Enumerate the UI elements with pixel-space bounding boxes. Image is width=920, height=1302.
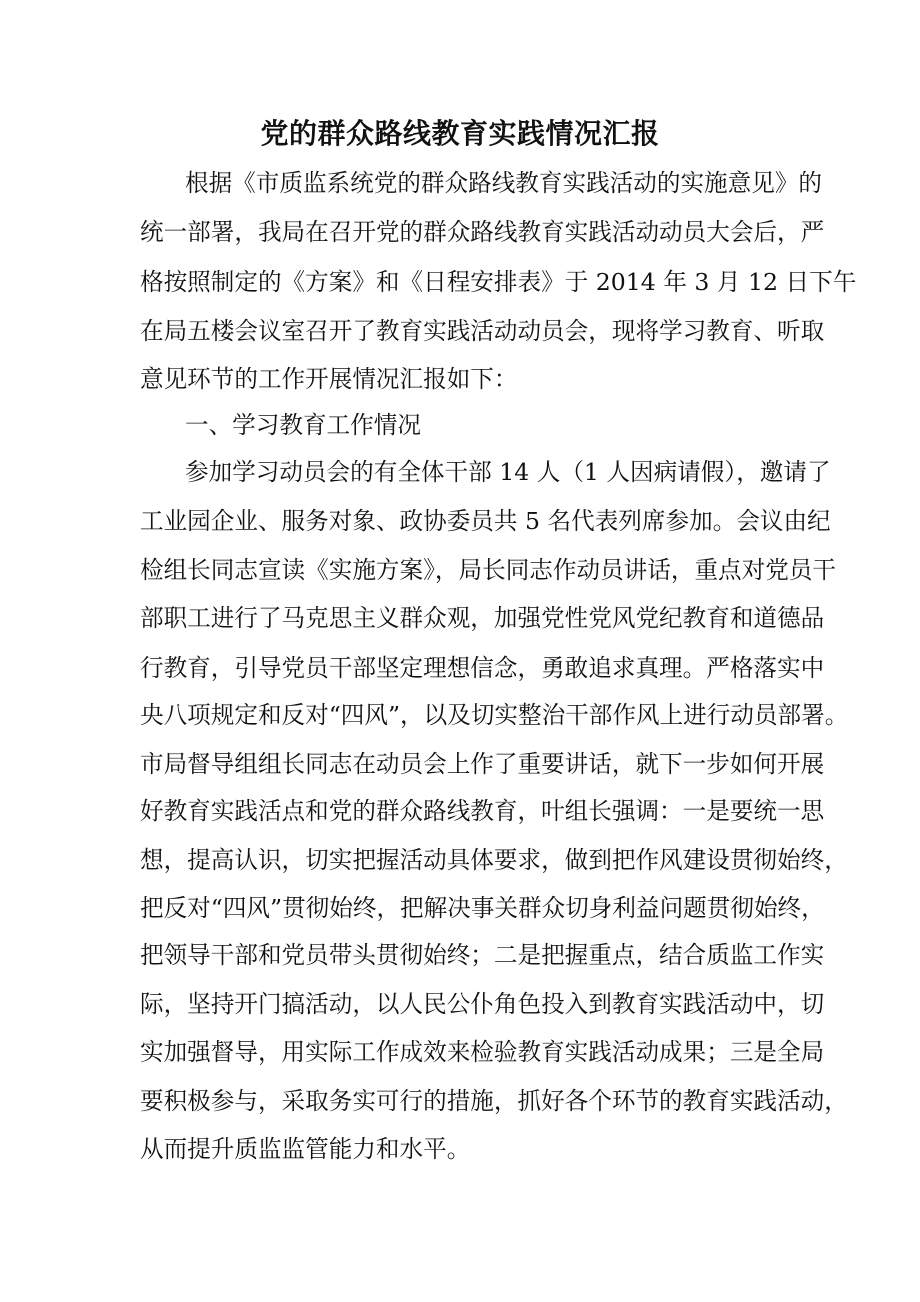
paragraph-2-line-1: 参加学习动员会的有全体干部 14 人（1 人因病请假），邀请了 xyxy=(185,458,831,486)
paragraph-1-line-4: 在局五楼会议室召开了教育实践活动动员会，现将学习教育、听取 xyxy=(140,317,825,345)
paragraph-2-line-11: 把领导干部和党员带头贯彻始终；二是把握重点，结合质监工作实 xyxy=(140,941,825,969)
paragraph-2-line-5: 行教育，引导党员干部坚定理想信念，勇敢追求真理。严格落实中 xyxy=(140,654,825,682)
paragraph-1-line-5: 意见环节的工作开展情况汇报如下： xyxy=(140,365,518,393)
paragraph-2-line-3: 检组长同志宣读《实施方案》，局长同志作动员讲话，重点对党员干 xyxy=(140,556,837,584)
paragraph-2-line-15: 从而提升质监监管能力和水平。 xyxy=(140,1135,471,1163)
section-heading-1: 一、学习教育工作情况 xyxy=(185,411,421,439)
paragraph-2-line-4: 部职工进行了马克思主义群众观，加强党性党风党纪教育和道德品 xyxy=(140,604,825,632)
paragraph-2-line-14: 要积极参与，采取务实可行的措施，抓好各个环节的教育实践活动， xyxy=(140,1087,848,1115)
paragraph-2-line-7: 市局督导组组长同志在动员会上作了重要讲话，就下一步如何开展 xyxy=(140,750,825,778)
paragraph-2-line-10: 把反对“四风”贯彻始终，把解决事关群众切身利益问题贯彻始终， xyxy=(140,894,825,922)
paragraph-1-line-3: 格按照制定的《方案》和《日程安排表》于 2014 年 3 月 12 日下午 xyxy=(140,268,857,296)
paragraph-2-line-12: 际，坚持开门搞活动，以人民公仆角色投入到教育实践活动中，切 xyxy=(140,990,825,1018)
paragraph-1-line-1: 根据《市质监系统党的群众路线教育实践活动的实施意见》的 xyxy=(185,169,823,197)
paragraph-2-line-6: 央八项规定和反对“四风”，以及切实整治干部作风上进行动员部署。 xyxy=(140,701,849,729)
document-title: 党的群众路线教育实践情况汇报 xyxy=(260,117,660,150)
paragraph-1-line-2: 统一部署，我局在召开党的群众路线教育实践活动动员大会后，严 xyxy=(140,218,825,246)
paragraph-2-line-8: 好教育实践活点和党的群众路线教育，叶组长强调：一是要统一思 xyxy=(140,797,825,825)
paragraph-2-line-13: 实加强督导，用实际工作成效来检验教育实践活动成果；三是全局 xyxy=(140,1038,825,1066)
paragraph-2-line-9: 想，提高认识，切实把握活动具体要求，做到把作风建设贯彻始终， xyxy=(140,846,848,874)
paragraph-2-line-2: 工业园企业、服务对象、政协委员共 5 名代表列席参加。会议由纪 xyxy=(140,507,831,535)
